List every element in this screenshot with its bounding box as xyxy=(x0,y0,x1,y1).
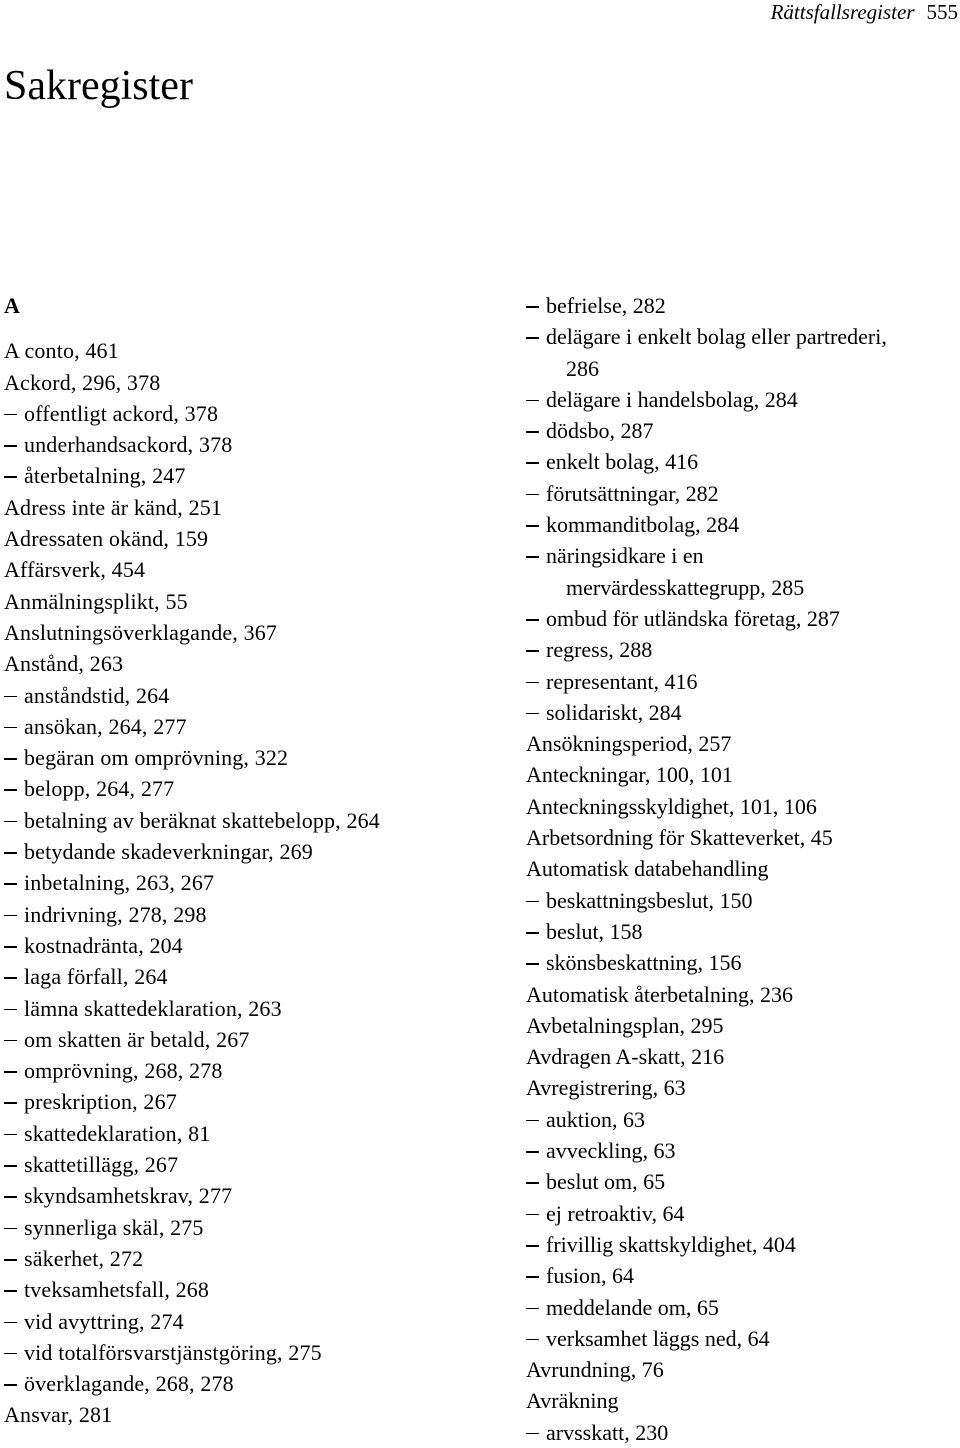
index-entry-text: arvsskatt, 230 xyxy=(546,1419,669,1445)
index-entry-text: Anmälningsplikt, 55 xyxy=(4,588,188,614)
page-number: 555 xyxy=(926,0,958,24)
index-entry-text: Ansökningsperiod, 257 xyxy=(526,731,732,757)
index-entry xyxy=(4,617,474,648)
index-entry-text: Avbetalningsplan, 295 xyxy=(526,1012,724,1038)
index-entry xyxy=(4,492,474,523)
index-entry-text: om skatten är betald, 267 xyxy=(24,1026,250,1052)
index-entry-text: skattedeklaration, 81 xyxy=(24,1120,211,1146)
index-entry-text: A xyxy=(4,293,21,318)
index-entry-text: Affärsverk, 454 xyxy=(4,557,146,583)
index-entry xyxy=(526,822,956,853)
index-entry-text: betalning av beräknat skattebelopp, 264 xyxy=(24,807,380,833)
running-header xyxy=(771,0,958,26)
index-subentry xyxy=(526,1417,956,1448)
index-entry xyxy=(526,1041,956,1072)
index-subentry xyxy=(526,321,956,384)
index-column-right xyxy=(526,290,956,1448)
index-entry-text: belopp, 264, 277 xyxy=(24,776,175,802)
index-subentry xyxy=(526,634,956,665)
index-entry xyxy=(526,853,956,884)
index-entry-text: frivillig skattskyldighet, 404 xyxy=(546,1231,796,1257)
index-entry-text: Anteckningar, 100, 101 xyxy=(526,762,733,788)
index-entry-text: indrivning, 278, 298 xyxy=(24,901,207,927)
index-subentry xyxy=(4,460,474,491)
index-subentry xyxy=(526,1135,956,1166)
index-subentry xyxy=(526,384,956,415)
index-subentry xyxy=(526,509,956,540)
index-subentry xyxy=(4,1212,474,1243)
index-subentry xyxy=(526,697,956,728)
index-subentry xyxy=(526,916,956,947)
page-title: Sakregister xyxy=(4,63,193,109)
index-entry-text: delägare i enkelt bolag eller partrederi, xyxy=(546,324,887,350)
index-entry xyxy=(526,1072,956,1103)
index-subentry xyxy=(4,993,474,1024)
index-entry-continuation: 286 xyxy=(566,355,599,381)
index-entry-text: betydande skadeverkningar, 269 xyxy=(24,839,313,865)
index-entry-text: Avrundning, 76 xyxy=(526,1357,664,1383)
index-column-left xyxy=(4,290,474,1431)
index-entry xyxy=(526,979,956,1010)
index-entry-text: Anslutningsöverklagande, 367 xyxy=(4,619,278,645)
index-entry-text: Anteckningsskyldighet, 101, 106 xyxy=(526,793,817,819)
index-subentry xyxy=(526,1260,956,1291)
index-entry xyxy=(4,367,474,398)
index-subentry xyxy=(4,429,474,460)
index-entry-text: kommanditbolag, 284 xyxy=(546,512,740,538)
index-entry xyxy=(4,335,474,366)
index-entry-text: regress, 288 xyxy=(546,637,653,663)
index-subentry xyxy=(526,666,956,697)
index-subentry xyxy=(526,603,956,634)
index-entry-continuation: mervärdesskattegrupp, 285 xyxy=(566,574,805,600)
index-entry-text: vid avyttring, 274 xyxy=(24,1308,184,1334)
index-entry-text: auktion, 63 xyxy=(546,1106,645,1132)
index-subentry xyxy=(526,446,956,477)
index-entry-text: Avregistrering, 63 xyxy=(526,1075,686,1101)
index-subentry xyxy=(4,1337,474,1368)
index-subentry xyxy=(4,773,474,804)
index-entry-text: Anstånd, 263 xyxy=(4,651,124,677)
index-entry-text: inbetalning, 263, 267 xyxy=(24,870,215,896)
index-entry-text: ej retroaktiv, 64 xyxy=(546,1200,685,1226)
index-subentry xyxy=(526,885,956,916)
index-entry xyxy=(526,791,956,822)
index-subentry xyxy=(4,1086,474,1117)
running-header-title: Rättsfallsregister xyxy=(770,0,915,24)
index-subentry xyxy=(4,1024,474,1055)
index-entry-text: Avräkning xyxy=(526,1388,619,1414)
index-entry-text: Ackord, 296, 378 xyxy=(4,369,161,395)
index-entry-text: verksamhet läggs ned, 64 xyxy=(546,1325,770,1351)
index-entry xyxy=(526,728,956,759)
index-subentry xyxy=(4,742,474,773)
index-subentry xyxy=(4,1180,474,1211)
index-entry xyxy=(526,1010,956,1041)
index-subentry xyxy=(4,961,474,992)
index-entry-text: avveckling, 63 xyxy=(546,1138,676,1164)
index-entry xyxy=(4,1399,474,1430)
index-entry-text: dödsbo, 287 xyxy=(546,418,654,444)
index-entry-text: omprövning, 268, 278 xyxy=(24,1058,223,1084)
index-subentry xyxy=(4,867,474,898)
index-entry-text: överklagande, 268, 278 xyxy=(24,1371,234,1397)
index-entry xyxy=(4,648,474,679)
index-entry-text: beslut, 158 xyxy=(546,918,643,944)
index-subentry xyxy=(526,1323,956,1354)
index-entry-text: preskription, 267 xyxy=(24,1089,177,1115)
index-subentry xyxy=(4,836,474,867)
index-entry-text: Adress inte är känd, 251 xyxy=(4,494,223,520)
index-entry xyxy=(4,554,474,585)
index-entry-text: vid totalförsvarstjänstgöring, 275 xyxy=(24,1339,322,1365)
index-entry xyxy=(526,1354,956,1385)
index-subentry xyxy=(526,478,956,509)
index-subentry xyxy=(4,1368,474,1399)
index-subentry xyxy=(526,290,956,321)
index-entry-text: säkerhet, 272 xyxy=(24,1245,144,1271)
index-subentry xyxy=(526,947,956,978)
index-subentry xyxy=(4,1055,474,1086)
index-entry-text: fusion, 64 xyxy=(546,1263,634,1289)
index-entry-text: anståndstid, 264 xyxy=(24,682,170,708)
index-entry-text: tveksamhetsfall, 268 xyxy=(24,1277,210,1303)
index-subentry xyxy=(4,805,474,836)
index-entry-text: befrielse, 282 xyxy=(546,293,666,318)
index-entry-text: underhandsackord, 378 xyxy=(24,432,233,458)
index-subentry xyxy=(4,1243,474,1274)
index-entry-text: delägare i handelsbolag, 284 xyxy=(546,386,798,412)
index-entry-text: lämna skattedeklaration, 263 xyxy=(24,995,282,1021)
index-entry-text: Automatisk databehandling xyxy=(526,856,769,882)
index-entry-text: beslut om, 65 xyxy=(546,1169,666,1195)
index-entry-text: Automatisk återbetalning, 236 xyxy=(526,981,793,1007)
index-subentry xyxy=(526,1104,956,1135)
index-entry xyxy=(4,523,474,554)
index-entry-text: skönsbeskattning, 156 xyxy=(546,950,742,976)
index-subentry xyxy=(4,1274,474,1305)
index-subentry xyxy=(4,1118,474,1149)
index-entry-text: skattetillägg, 267 xyxy=(24,1152,179,1178)
index-entry-text: laga förfall, 264 xyxy=(24,964,168,990)
index-entry-text: Arbetsordning för Skatteverket, 45 xyxy=(526,825,833,851)
index-subentry xyxy=(4,680,474,711)
index-entry xyxy=(526,759,956,790)
index-entry-text: Adressaten okänd, 159 xyxy=(4,526,209,552)
index-subentry xyxy=(526,1229,956,1260)
index-subentry xyxy=(4,1149,474,1180)
index-entry-text: Ansvar, 281 xyxy=(4,1402,113,1428)
index-entry-text: ombud för utländska företag, 287 xyxy=(546,605,840,631)
index-entry-text: enkelt bolag, 416 xyxy=(546,449,699,475)
index-letter-heading xyxy=(4,290,474,321)
index-entry-text: näringsidkare i en xyxy=(546,543,704,569)
index-entry xyxy=(4,586,474,617)
index-subentry xyxy=(526,1198,956,1229)
index-entry-text: förutsättningar, 282 xyxy=(546,480,719,506)
index-subentry xyxy=(526,415,956,446)
index-subentry xyxy=(4,930,474,961)
index-subentry xyxy=(526,540,956,603)
index-entry-text: representant, 416 xyxy=(546,668,698,694)
index-entry-text: A conto, 461 xyxy=(4,338,119,364)
index-entry-text: Avdragen A-skatt, 216 xyxy=(526,1044,725,1070)
index-entry-text: beskattningsbeslut, 150 xyxy=(546,887,753,913)
index-entry-text: kostnadränta, 204 xyxy=(24,932,183,958)
index-subentry xyxy=(4,711,474,742)
index-subentry xyxy=(4,1306,474,1337)
index-entry xyxy=(526,1385,956,1416)
index-entry-text: meddelande om, 65 xyxy=(546,1294,719,1320)
index-subentry xyxy=(4,398,474,429)
index-entry-text: solidariskt, 284 xyxy=(546,699,682,725)
index-subentry xyxy=(526,1292,956,1323)
index-entry-text: återbetalning, 247 xyxy=(24,463,186,489)
index-subentry xyxy=(4,899,474,930)
index-entry-text: begäran om omprövning, 322 xyxy=(24,745,289,771)
index-entry-text: ansökan, 264, 277 xyxy=(24,713,187,739)
index-entry-text: offentligt ackord, 378 xyxy=(24,400,219,426)
index-entry-text: synnerliga skäl, 275 xyxy=(24,1214,204,1240)
index-entry-text: skyndsamhetskrav, 277 xyxy=(24,1183,233,1209)
index-subentry xyxy=(526,1166,956,1197)
